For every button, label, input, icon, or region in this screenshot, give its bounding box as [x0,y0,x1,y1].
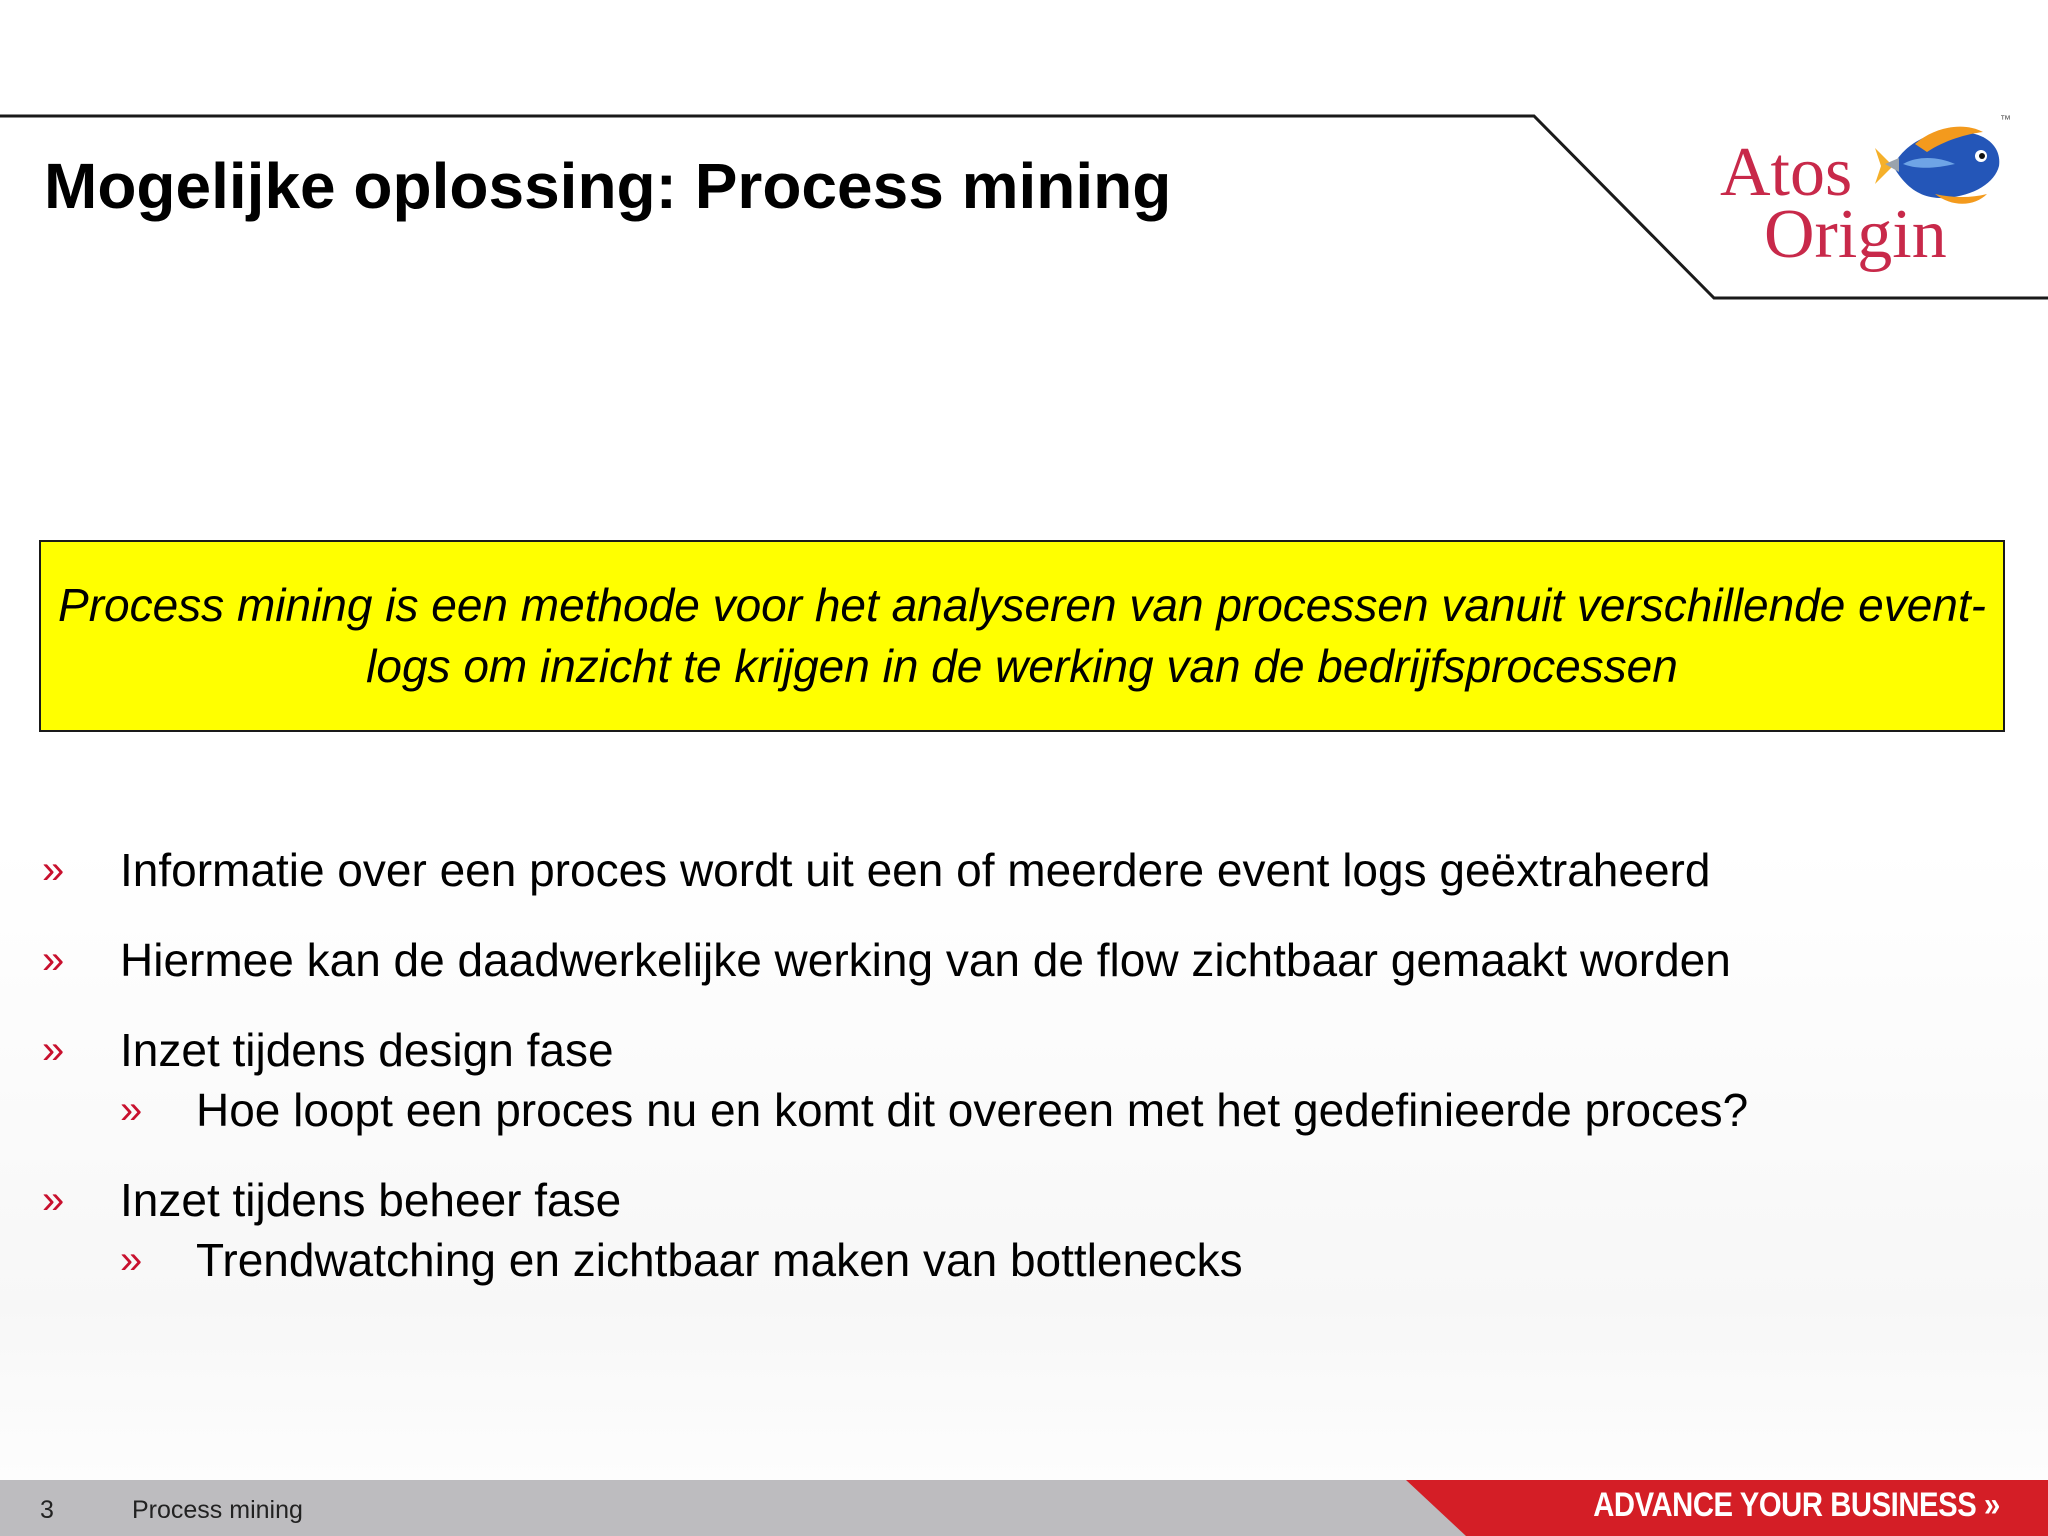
definition-text: Process mining is een methode voor het analyseren van processen vanuit verschillende event-logs om inzicht te krijgen in de werking van de bedrijfsprocessen [58,579,1986,692]
double-chevron-right-icon: » [1984,1486,2000,1524]
definition-box [39,540,2005,732]
bullet-text: Informatie over een proces wordt uit een of meerdere event logs geëxtraheerd [120,844,1711,896]
bullet-marker-icon: » [42,938,65,982]
tagline [1593,1486,2000,1525]
trademark-symbol: ™ [2000,114,2011,126]
bullet-item [0,1170,2048,1230]
atos-origin-logo [1700,108,2020,288]
sub-bullet-marker-icon: » [120,1088,143,1132]
bullet-marker-icon: » [42,1178,65,1222]
sub-bullet-marker-icon: » [120,1238,143,1282]
bullet-text: Inzet tijdens design fase [120,1024,614,1076]
sub-bullet-item [0,1230,2048,1290]
bullet-list [0,840,2048,1290]
bullet-text: Hiermee kan de daadwerkelijke werking van de flow zichtbaar gemaakt worden [120,934,1731,986]
slide-footer [0,1480,2048,1536]
bullet-item [0,1020,2048,1080]
bullet-marker-icon: » [42,848,65,892]
bullet-marker-icon: » [42,1028,65,1072]
bullet-text: Inzet tijdens beheer fase [120,1174,622,1226]
slide-title: Mogelijke oplossing: Process mining [44,150,1172,222]
bullet-item [0,840,2048,900]
logo-word-atos: Atos [1720,134,1853,211]
sub-bullet-item [0,1080,2048,1140]
sub-bullet-text: Hoe loopt een proces nu en komt dit overeen met het gedefinieerde proces? [196,1084,1749,1136]
sub-bullet-text: Trendwatching en zichtbaar maken van bottlenecks [196,1234,1243,1286]
page-number: 3 [40,1496,54,1524]
logo-word-origin: Origin [1764,196,1947,273]
tagline-text: ADVANCE YOUR BUSINESS [1593,1486,1977,1524]
footer-title: Process mining [132,1496,303,1524]
bullet-item [0,930,2048,990]
